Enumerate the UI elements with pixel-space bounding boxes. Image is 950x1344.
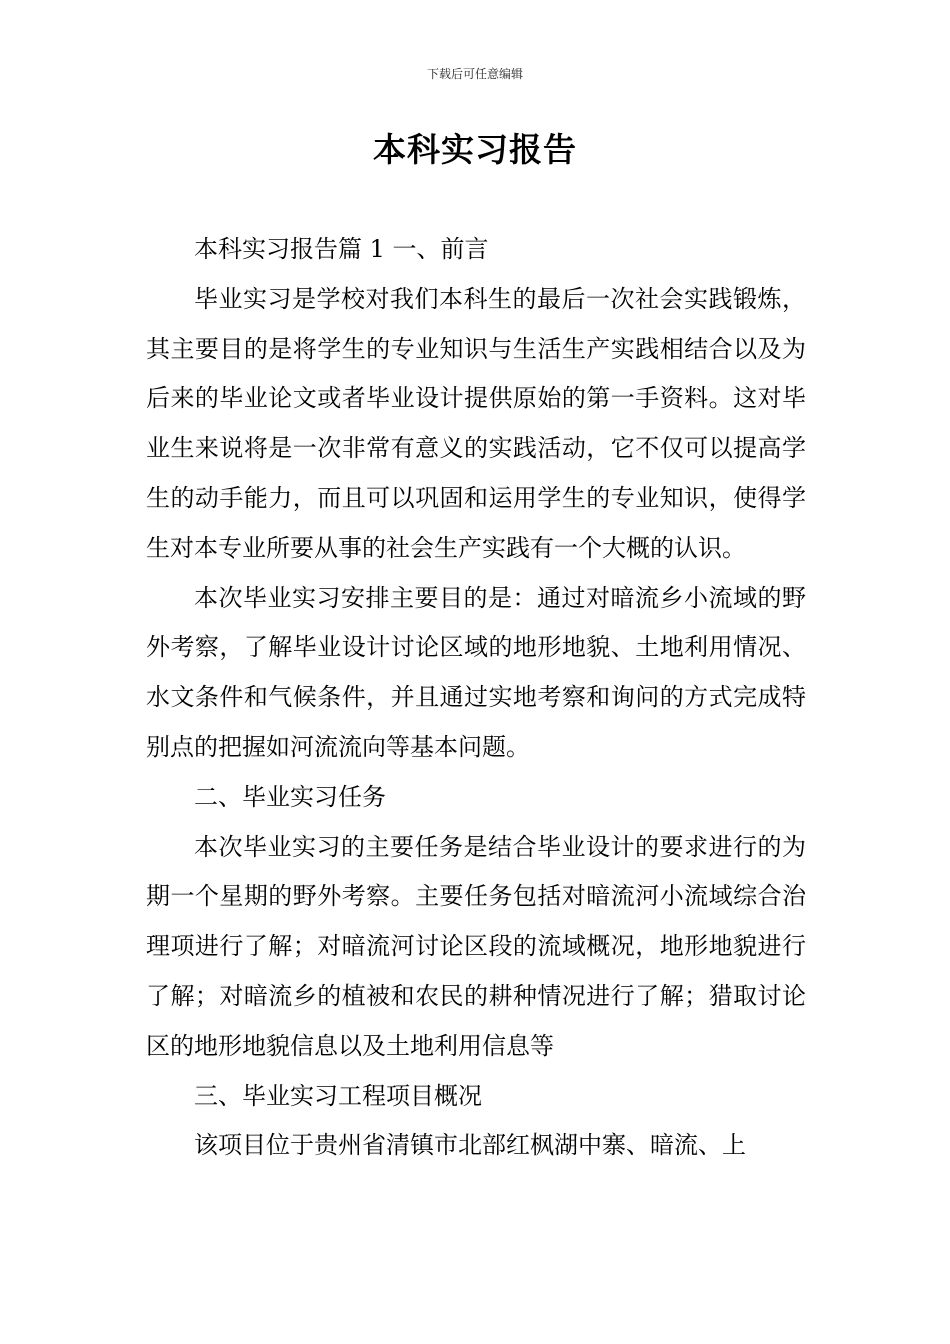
paragraph-purpose: 毕业实习是学校对我们本科生的最后一次社会实践锻炼，其主要目的是将学生的专业知识与生活生产实践相结合以及为后来的毕业论文或者毕业设计提供原始的第一手资料。这对毕业生来说将是一次非常有意义的实践活动，它不仅可以提高学生的动手能力，而且可以巩固和运用学生的专业知识，使得学生对本专业所要从事的社会生产实践有一个大概的认识。 — [146, 284, 806, 562]
paragraph-task-heading: 二、毕业实习任务 — [194, 782, 386, 811]
paragraph-project-heading: 三、毕业实习工程项目概况 — [194, 1081, 482, 1110]
paragraph-preface-heading: 本科实习报告篇 1 一、前言 — [194, 235, 489, 263]
header-note: 下载后可任意编辑 — [426, 67, 523, 81]
paragraph-project-location: 该项目位于贵州省清镇市北部红枫湖中寨、暗流、上 — [194, 1131, 746, 1160]
document-body — [146, 225, 806, 1171]
paragraph-tasks: 本次毕业实习的主要任务是结合毕业设计的要求进行的为期一个星期的野外考察。主要任务包括对暗流河小流域综合治理项进行了解；对暗流河讨论区段的流域概况，地形地貌进行了解；对暗流乡的植被和农民的耕种情况进行了解；猎取讨论区的地形地貌信息以及土地利用信息等 — [146, 832, 806, 1060]
document-title: 本科实习报告 — [373, 130, 577, 169]
paragraph-arrangement: 本次毕业实习安排主要目的是：通过对暗流乡小流域的野外考察，了解毕业设计讨论区域的地形地貌、土地利用情况、水文条件和气候条件，并且通过实地考察和询问的方式完成特别点的把握如河流流向等基本问题。 — [146, 583, 806, 761]
